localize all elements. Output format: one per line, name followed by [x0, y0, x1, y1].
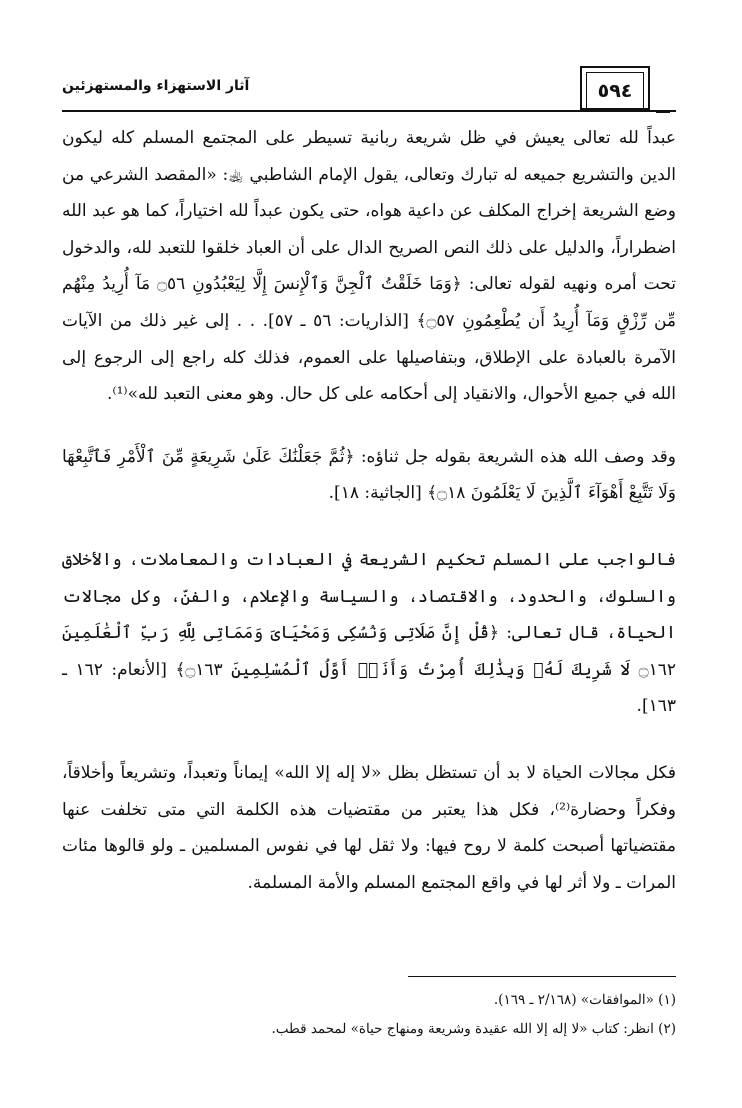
main-text — [62, 120, 676, 901]
page-number: ٥٩٤ — [586, 72, 644, 108]
footnote-2: (٢) انظر: كتاب «لا إله إلا الله عقيدة وشريعة ومنهاج حياة» لمحمد قطب. — [271, 1021, 676, 1037]
paragraph-2: وقد وصف الله هذه الشريعة بقوله جل ثناؤه: ﴿ثُمَّ جَعَلْنَٰكَ عَلَىٰ شَرِيعَةٍ مِّنَ ٱلْأَمْرِ فَٱتَّبِعْهَا وَلَا تَتَّبِعْ أَهْوَآءَ ٱلَّذِينَ لَا يَعْلَمُونَ ۝١٨﴾ [الجاثية: ١٨]. — [62, 446, 676, 504]
page-number-box — [580, 66, 650, 110]
footnote-separator — [408, 976, 676, 977]
header-rule — [62, 110, 676, 112]
page-header — [62, 66, 676, 114]
paragraph-3: فالواجب على المسلم تحكيم الشريعة في العبادات والمعاملات، والأخلاق والسلوك، والحدود، والاقتصاد، والسياسة والإعلام، والفنّ، وكل مجالات الحياة، قال تعالى: ﴿قُلْ إِنَّ صَلَاتِى وَنُسُكِى وَمَحْيَاىَ وَمَمَاتِى لِلَّهِ رَبِّ ٱلْعَٰلَمِينَ ۝١٦٢ لَا شَرِيكَ لَهُۥ وَبِذَٰلِكَ أُمِرْتُ وَأَنَا۠ أَوَّلُ ٱلْمُسْلِمِينَ ۝١٦٣﴾ [الأنعام: ١٦٢ ـ ١٦٣]. — [62, 549, 677, 717]
paragraph-4: فكل مجالات الحياة لا بد أن تستظل بظل «لا إله إلا الله» إيماناً وتعبداً، وتشريعاً وأخلاقاً، وفكراً وحضارة⁽²⁾، فكل هذا يعتبر من مقتضيات هذه الكلمة التي متى تخلفت عنها مقتضياتها أصبحت كلمة لا روح فيها: ولا ثقل لها في نفوس المسلمين ـ ولو قالوها مئات المرات ـ ولا أثر لها في واقع المجتمع المسلم والأمة المسلمة. — [62, 762, 676, 893]
running-title: آثار الاستهزاء والمستهزئين — [62, 78, 250, 94]
footnotes — [62, 986, 676, 1044]
footnote-1: (١) «الموافقات» (٢/١٦٨ ـ ١٦٩). — [493, 992, 676, 1008]
paragraph-1: عبداً لله تعالى يعيش في ظل شريعة ربانية تسيطر على المجتمع المسلم كله ليكون الدين والتشريع جميعه له تبارك وتعالى، يقول الإمام الشاطبي ﵀: «المقصد الشرعي من وضع الشريعة إخراج المكلف عن داعية هواه، حتى يكون عبداً لله اختياراً، كما هو عبد الله اضطراراً، والدليل على ذلك النص الصريح الدال على أن العباد خلقوا للتعبد لله، والدخول تحت أمره ونهيه لقوله تعالى: ﴿وَمَا خَلَقْتُ ٱلْجِنَّ وَٱلْإِنسَ إِلَّا لِيَعْبُدُونِ ۝٥٦ مَآ أُرِيدُ مِنْهُم مِّن رِّزْقٍ وَمَآ أُرِيدُ أَن يُطْعِمُونِ ۝٥٧﴾ [الذاريات: ٥٦ ـ ٥٧]. . . إلى غير ذلك من الآيات الآمرة بالعبادة على الإطلاق، وبتفاصيلها على العموم، فذلك كله راجع إلى الرجوع إلى الله في جميع الأحوال، والانقياد إلى أحكامه على كل حال. وهو معنى التعبد لله»⁽¹⁾. — [62, 128, 676, 405]
